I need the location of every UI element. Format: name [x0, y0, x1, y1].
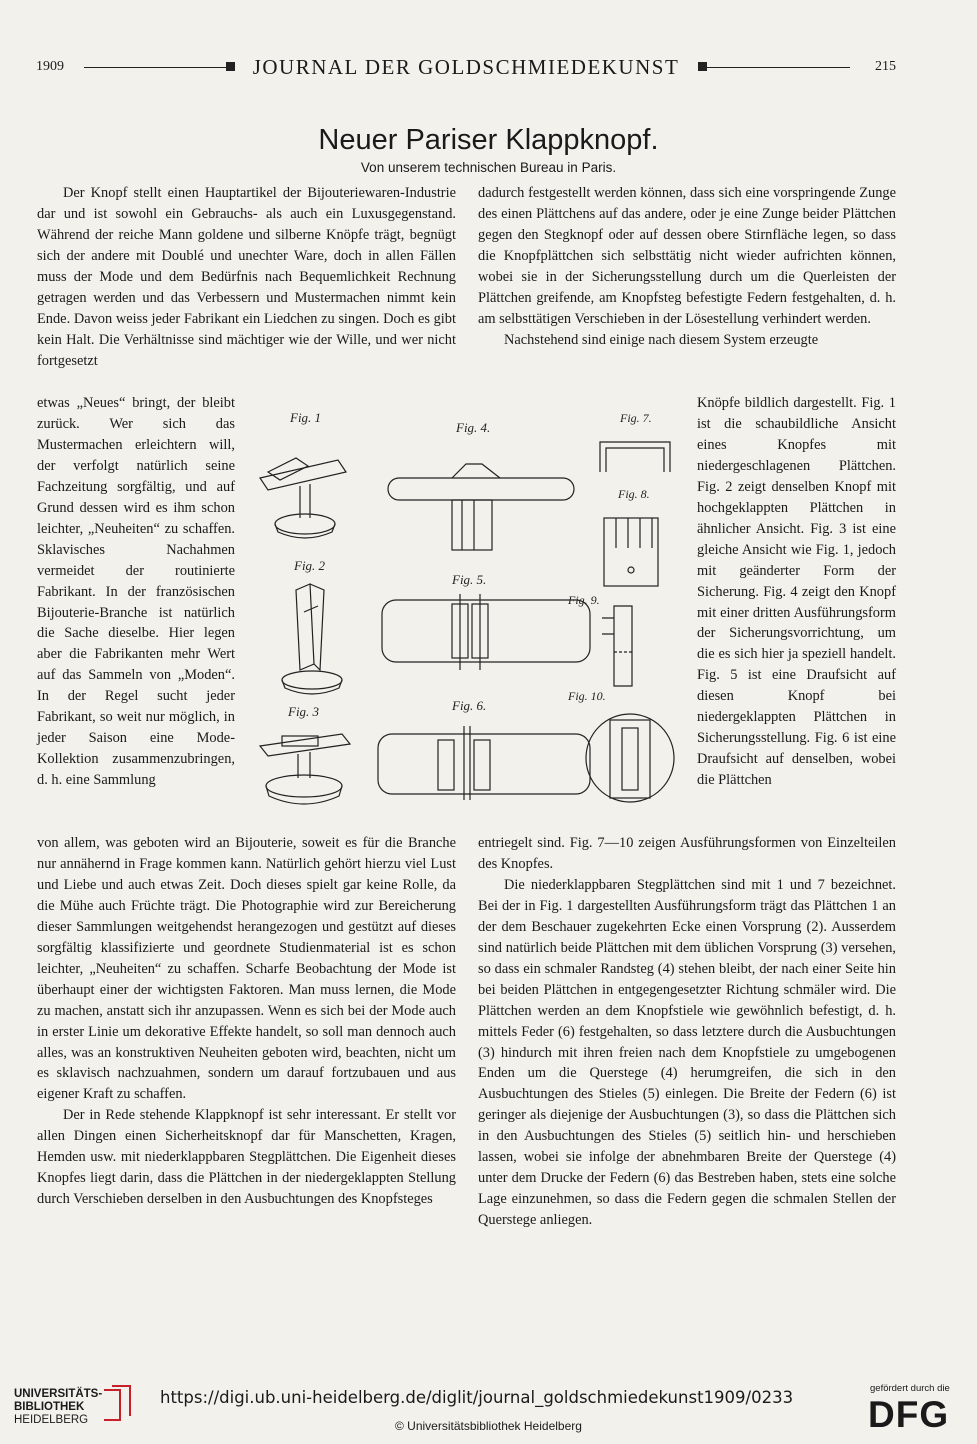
text-right-top: [478, 183, 896, 351]
figure-5: [382, 572, 590, 670]
paragraph: dadurch festgestellt werden können, dass sich eine vorspringende Zunge des einen Plättchens auf das andere, oder je eine Zunge beider Plättchen gegen den Stegknopf oder auf dessen obere Stirnfläche legen, so dass die Knopfplättchen sich selbsttätig nicht wieder aufrichten können, wobei sie in der Sicherungsstellung durch um die Querleisten der Plättchen greifende, am Knopfsteg befestigte Federn festgehalten, d. h. am selbsttätigen Verschieben in der Lösestellung verhindert werden.: [478, 185, 896, 327]
figure-label: Fig. 1: [290, 410, 322, 425]
library-name-line: HEIDELBERG: [14, 1414, 89, 1426]
figure-1: [260, 410, 346, 538]
copyright-notice: © Universitätsbibliothek Heidelberg: [395, 1419, 582, 1433]
funding-note: gefördert durch die: [870, 1383, 950, 1394]
library-name-line: UNIVERSITÄTS-: [14, 1388, 103, 1400]
article-title: Neuer Pariser Klappknopf.: [318, 124, 659, 156]
dfg-logo: DFG: [868, 1394, 950, 1435]
library-name: [14, 1388, 102, 1427]
figure-3: [260, 704, 350, 804]
text-left-narrow: [37, 393, 235, 791]
figure-4: [388, 420, 574, 550]
figure-6: [378, 698, 590, 800]
paragraph: Knöpfe bildlich dargestellt. Fig. 1 ist die schaubildliche Ansicht eines Knopfes mit niedergeschlagenen Plättchen. Fig. 2 zeigt denselben Knopf mit hochgeklappten Plättchen in ähnlicher Ansicht. Fig. 3 ist eine gleiche Ansicht wie Fig. 1, jedoch mit geänderter Form der Sicherung. Fig. 4 zeigt den Knopf mit einer dritten Ausführungsform der Sicherungsvorrichtung, um die es sich hier ja speziell handelt. Fig. 5 ist eine Draufsicht auf diesen Knopf bei niedergeklappten Plättchen in Sicherungsstellung. Fig. 6 ist eine Draufsicht auf denselben, wobei die Plättchen: [697, 395, 896, 789]
header-ornament-right: [698, 62, 707, 71]
paragraph: Nachstehend sind einige nach diesem System erzeugte: [504, 331, 819, 348]
journal-title: JOURNAL DER GOLDSCHMIEDEKUNST: [252, 55, 680, 79]
digitization-footer: [0, 1372, 977, 1444]
header-rule-right: [707, 67, 850, 68]
paragraph: etwas „Neues“ bringt, der bleibt zurück. Wer sich das Mustermachen erleichtern will, der verfolgt natürlich seine Fachzeitung sorgfältig, und auf Grund dessen wird es ihm schon leichter, „Neuheiten“ zu schaffen. Sklavisches Nachahmen vermeidet der routinierte Fabrikant. In der französischen Bijouterie-Branche ist natürlich die Sache dieselbe. Hier legen aber die Fabrikanten mehr Wert auf das Sammeln von „Moden“. In der Regel sucht jeder Fabrikant, so weit nur möglich, in jeder Saison eine Mode-Kollektion zusammenzubringen, d. h. eine Sammlung: [37, 395, 235, 789]
paragraph: Der in Rede stehende Klappknopf ist sehr interessant. Er stellt vor allen Dingen einen Sicherheitsknopf dar für Manschetten, Kragen, Hemden usw. mit niederklappbaren Stegplättchen. Die Eigenheit dieses Knopfes liegt darin, dass die Plättchen in der niedergeklappten Stellung durch Verschieben derselben in den Ausbuchtungen des Knopfsteges: [37, 1107, 456, 1208]
figure-9: [567, 593, 632, 686]
paragraph: von allem, was geboten wird an Bijouterie, soweit es für die Branche nur annähernd in Frage kommen kann. Natürlich gehört hierzu viel Lust und Liebe und auch etwas Zeit. Doch dieses spielt gar keine Rolle, da die Mühe auch Früchte trägt. Die Photographie wird zur Bereicherung dieser Sammlungen weitgehendst herangezogen und gestützt auf dieses sorgfältig klassifizierte und geordnete Studienmaterial ist es schon leichter, „Neuheiten“ zu schaffen. Scharfe Beobachtung der Mode ist überhaupt einer der wichtigsten Faktoren. Man muss lernen, die Mode zu machen, anstatt sich ihr anzupassen. Wenn es sich bei der Mode auch in erster Linie um dekorative Effekte handelt, so soll man dennoch auch alles, was an konstruktiven Neuheiten geboten wird, beachten, nicht um es sklavisch nachzuahmen, sondern um darauf fortzubauen und aus eigener Kraft zu schaffen.: [37, 835, 456, 1103]
figure-label: Fig. 10.: [568, 689, 606, 703]
figure-label: Fig. 3: [288, 704, 320, 719]
figure-8: [604, 487, 658, 586]
article-subtitle: Von unserem technischen Bureau in Paris.: [360, 160, 617, 175]
figure-label: Fig. 2: [294, 558, 326, 573]
text-left-bottom: [37, 833, 456, 1210]
text-right-bottom: [478, 833, 896, 1231]
figure-label: Fig. 5.: [452, 572, 487, 587]
technical-figures: [238, 398, 693, 832]
text-right-narrow: [697, 393, 896, 791]
paragraph: entriegelt sind. Fig. 7—10 zeigen Ausführungsformen von Einzelteilen des Knopfes.: [478, 835, 896, 872]
paragraph: Der Knopf stellt einen Hauptartikel der Bijouteriewaren-Industrie dar und ist sowohl ein Gebrauchs- als auch ein Luxusgegenstand. Während der reiche Mann goldene und silberne Knöpfe trägt, begnügt sich der andere mit Doublé und unechter Ware, doch in allen Fällen muss der Mode und dem Bedürfnis nach Bequemlichkeit Rechnung getragen werden und das Verbessern und Mustermachen nimmt kein Ende. Davon weiss jeder Fabrikant ein Liedchen zu singen. Doch es gibt kein Halt. Die Verhältnisse sind mächtiger wie der Wille, und wer nicht fortgesetzt: [37, 185, 456, 369]
text-left-top: [37, 183, 456, 372]
figure-label: Fig. 4.: [456, 420, 491, 435]
library-name-line: BIBLIOTHEK: [14, 1401, 85, 1413]
library-logo-icon: [100, 1384, 134, 1424]
page-number: 215: [875, 59, 896, 74]
figure-label: Fig. 9.: [568, 593, 600, 607]
figure-2: [282, 558, 342, 694]
figure-label: Fig. 7.: [620, 411, 652, 425]
figure-10: [567, 689, 674, 802]
figure-7: [600, 411, 670, 472]
header-year: 1909: [36, 59, 64, 74]
running-head: [36, 55, 896, 85]
paragraph: Die niederklappbaren Stegplättchen sind mit 1 und 7 bezeichnet. Bei der in Fig. 1 dargestellten Ausführungsform trägt das Plättchen 1 an der dem Beschauer zugekehrten Ecke einen Vorsprung (2). Ausserdem sind natürlich beide Plättchen mit dem üblichen Vorsprung (3) versehen, so dass ein schmaler Randsteg (4) stehen bleibt, der nach einer Seite hin bei beiden Plättchen in entgegengesetzter Richtung schmäler wird. Die Plättchen werden an dem Knopfstiele wie gewöhnlich befestigt, d. h. mittels Feder (6) festgehalten, so dass letztere durch die Ausbuchtungen (3) hindurch mit ihren freien nach dem Knopfstiele zu umgebogenen Enden um die Querstege (4) herumgreifen, die sich in den Ausbuchtungen des Stieles (5) einlegen. Die Breite der Federn (6) ist geringer als diejenige der Ausbuchtungen (3), so dass die Plättchen sich in den Ausbuchtungen des Stieles (5) seitlich hin- und herschieben lassen, wobei sie infolge der abnehmbaren Breite der Querstege (4) unter dem Drucke der Federn (6) das Bestreben haben, stets eine solche Lage einzunehmen, so dass die Federn gegen die schmalen Stellen der Querstege anliegen.: [478, 876, 896, 1229]
permalink[interactable]: https://digi.ub.uni-heidelberg.de/diglit/journal_goldschmiedekunst1909/0233: [160, 1388, 794, 1407]
figure-label: Fig. 8.: [618, 487, 650, 501]
figure-label: Fig. 6.: [452, 698, 487, 713]
